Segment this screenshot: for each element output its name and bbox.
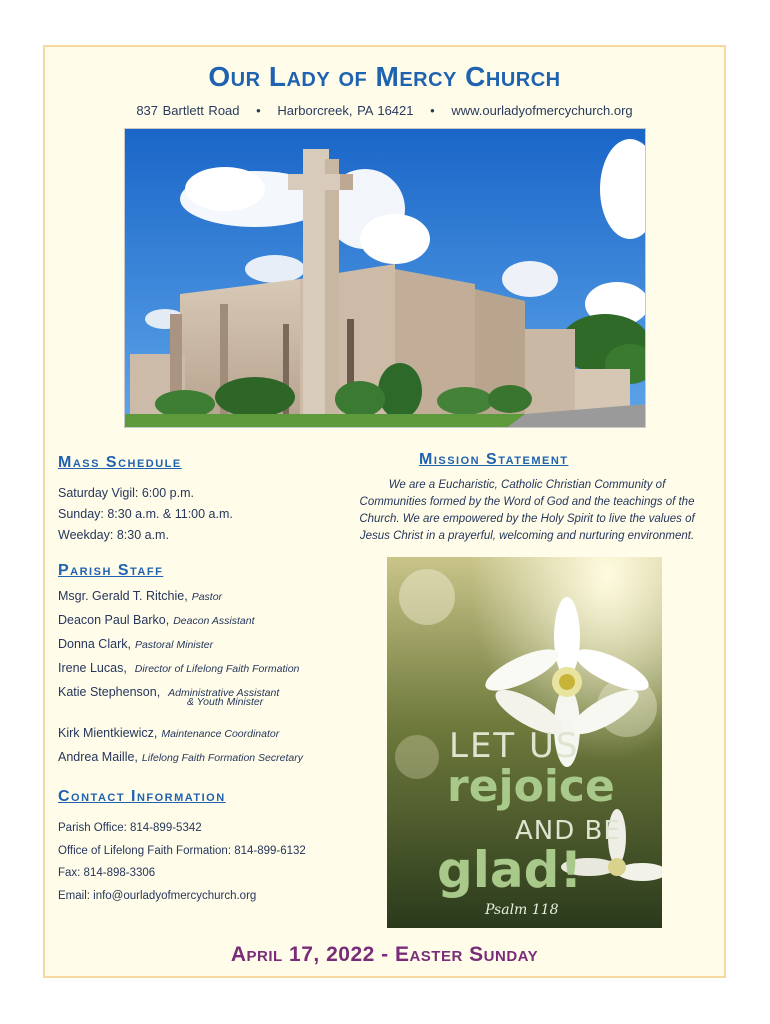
mission-line: Jesus Christ in a prayerful, welcoming and nurturing environment. <box>359 530 695 542</box>
date-occasion-footer: April 17, 2022 - Easter Sunday <box>230 943 539 966</box>
staff-name: Deacon Paul Barko, <box>58 613 170 627</box>
staff-list <box>58 589 303 774</box>
fax-number: Fax: 814-898-3306 <box>58 867 156 879</box>
staff-role: Administrative Assistant <box>168 687 280 699</box>
website-link[interactable]: www.ourladyofmercychurch.org <box>451 103 633 118</box>
staff-name: Donna Clark, <box>58 637 131 651</box>
staff-role: Director of Lifelong Faith Formation <box>134 663 300 675</box>
city-state-zip: Harborcreek, PA 16421 <box>277 103 414 118</box>
staff-member <box>58 661 303 685</box>
mass-time-saturday: Saturday Vigil: 6:00 p.m. <box>58 486 194 500</box>
parish-office-phone: Parish Office: 814-899-5342 <box>58 822 202 834</box>
staff-name: Irene Lucas, <box>58 661 127 675</box>
poster-line-3: AND BE <box>515 816 621 846</box>
staff-member <box>58 685 303 726</box>
street-address: 837 Bartlett Road <box>136 103 240 118</box>
staff-name: Andrea Maille, <box>58 750 138 764</box>
mass-time-sunday: Sunday: 8:30 a.m. & 11:00 a.m. <box>58 507 233 521</box>
mass-time-weekday: Weekday: 8:30 a.m. <box>58 528 169 542</box>
separator-dot: • <box>256 103 261 118</box>
parish-staff-heading: Parish Staff <box>58 562 164 579</box>
staff-role: Pastor <box>191 591 223 603</box>
staff-member <box>58 637 303 661</box>
staff-name: Msgr. Gerald T. Ritchie, <box>58 589 188 603</box>
church-building-image <box>125 129 646 428</box>
bulletin-page <box>43 45 726 978</box>
poster-line-1: LET US <box>449 726 580 766</box>
staff-member <box>58 726 303 750</box>
mission-statement-text <box>338 477 716 545</box>
contact-list <box>58 817 306 907</box>
separator-dot: • <box>430 103 435 118</box>
mass-schedule-list <box>58 483 233 546</box>
email-address[interactable]: Email: info@ourladyofmercychurch.org <box>58 889 257 902</box>
church-photo <box>124 128 646 428</box>
poster-reference: Psalm 118 <box>485 902 559 918</box>
mission-statement-heading: Mission Statement <box>419 451 569 468</box>
church-name-title: Our Lady of Mercy Church <box>208 61 561 92</box>
mission-line: We are a Eucharistic, Catholic Christian Community of <box>388 479 666 491</box>
mass-schedule-heading: Mass Schedule <box>58 454 182 471</box>
staff-name: Kirk Mientkiewicz, <box>58 726 158 740</box>
faith-formation-phone: Office of Lifelong Faith Formation: 814-899-6132 <box>58 844 306 857</box>
staff-member <box>58 613 303 637</box>
staff-role: Lifelong Faith Formation Secretary <box>141 752 303 764</box>
staff-role: Deacon Assistant <box>173 615 255 627</box>
staff-member <box>58 589 303 613</box>
poster-line-4: glad! <box>437 841 583 899</box>
daffodil-poster-image <box>387 557 662 928</box>
easter-poster <box>387 557 662 928</box>
contact-information-heading: Contact Information <box>58 788 226 805</box>
address-line <box>45 103 724 118</box>
staff-role-continued: & Youth Minister <box>187 696 264 708</box>
mission-line: Communities formed by the Word of God and the teachings of the <box>359 496 695 508</box>
staff-role: Maintenance Coordinator <box>161 728 280 740</box>
poster-line-2: rejoice <box>447 761 615 812</box>
staff-member <box>58 750 303 774</box>
mission-line: Church. We are empowered by the Holy Spirit to live the values of <box>359 513 695 525</box>
staff-name: Katie Stephenson, <box>58 685 161 699</box>
staff-role: Pastoral Minister <box>134 639 214 651</box>
